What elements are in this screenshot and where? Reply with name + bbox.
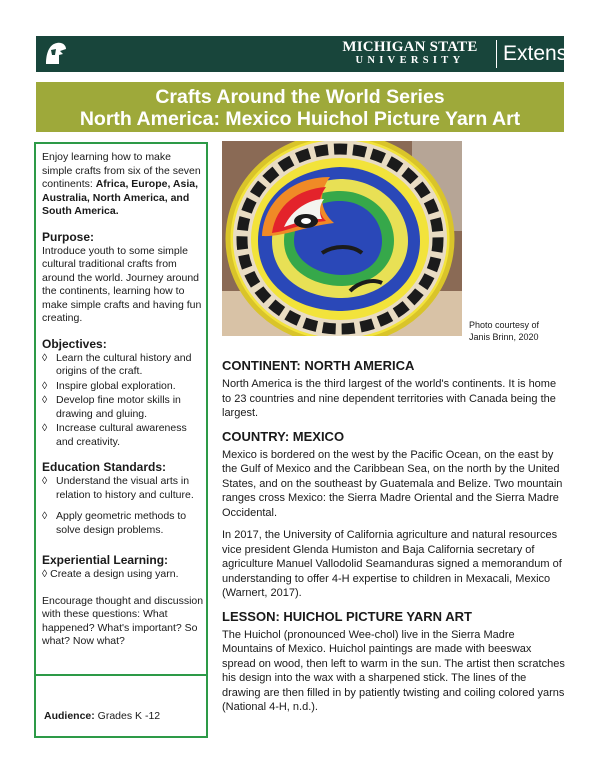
standard-text: Understand the visual arts in relation to history and culture.: [56, 475, 194, 501]
lesson-heading: LESSON: HUICHOL PICTURE YARN ART: [222, 608, 472, 624]
continent-text: North America is the third largest of the world's continents. It is home to 23 countries and nine dependent territories with Canada being the largest.: [222, 378, 557, 419]
experiential-item: ◊ Create a design using yarn.: [42, 568, 179, 580]
diamond-bullet-icon: ◊: [42, 351, 48, 364]
main-content: [222, 358, 566, 723]
experiential-heading: Experiential Learning:: [42, 553, 169, 567]
standards-list: [42, 475, 204, 537]
country-text: Mexico is bordered on the west by the Pacific Ocean, on the east by the Gulf of Mexico and the Caribbean Sea, on the north by the United States, and on the southeast by Guatemala and Belize. Two mountain ranges cross Mexico: the Sierra Madre Oriental and the Sierra Madre Occidental.: [222, 448, 563, 519]
objective-text: Learn the cultural history and origins of the craft.: [56, 351, 192, 377]
objective-text: Increase cultural awareness and creativity.: [56, 422, 187, 448]
msu-wordmark: [326, 39, 494, 67]
standard-text: Apply geometric methods to solve design problems.: [56, 510, 187, 536]
objectives-list: [42, 352, 204, 450]
extension-label: Extension: [503, 42, 596, 65]
history-text: In 2017, the University of California agriculture and natural resources vice president Glenda Humiston and Baja California secretary of agriculture Manuel Vallodolid Seamanduras signed a memorandum of understanding to offer 4-H expertise to children in Mexacali, Mexico (Warnert, 2017).: [222, 529, 562, 599]
list-item: [42, 352, 204, 379]
encourage-text: Encourage thought and discussion with these questions: What happened? What's important? So what? Now what?: [42, 594, 204, 647]
purpose-heading: Purpose:: [42, 229, 95, 244]
sidebar-panel: [34, 142, 208, 738]
purpose-text: Introduce youth to some simple cultural traditional crafts from around the world. Journey around the continents, learning how to make simple crafts and having fun creating.: [42, 244, 202, 324]
msu-wordmark-line2: UNIVERSITY: [355, 55, 465, 66]
sidebar-divider: [36, 674, 206, 676]
photo-credit-line1: Photo courtesy of: [469, 320, 540, 330]
msu-extension-header: [36, 36, 596, 72]
huichol-yarn-art-photo: [222, 141, 462, 336]
intro-text: Enjoy learning how to make simple crafts from six of the seven continents:: [42, 151, 201, 190]
standards-heading: Education Standards:: [42, 460, 167, 474]
photo-credit: [469, 319, 539, 343]
list-item: [42, 510, 204, 537]
title-banner: [36, 82, 564, 132]
audience-value: Grades K -12: [94, 710, 161, 722]
series-title: Crafts Around the World Series: [155, 86, 445, 108]
list-item: [42, 422, 204, 449]
audience-line: [44, 710, 160, 722]
country-heading: COUNTRY: MEXICO: [222, 428, 345, 444]
msu-wordmark-line1: MICHIGAN STATE: [342, 39, 478, 55]
photo-credit-line2: Janis Brinn, 2020: [469, 332, 539, 342]
audience-label: Audience:: [44, 710, 95, 722]
diamond-bullet-icon: ◊: [42, 379, 48, 392]
objective-text: Inspire global exploration.: [56, 379, 176, 392]
diamond-bullet-icon: ◊: [42, 422, 48, 434]
diamond-bullet-icon: ◊: [42, 475, 48, 487]
continents-list: Africa, Europe, Asia, Australia, North America, and South America.: [42, 178, 199, 217]
yarn-art-image: [222, 141, 462, 336]
header-divider: [496, 40, 497, 68]
list-item: [42, 394, 204, 421]
diamond-bullet-icon: ◊: [42, 394, 48, 406]
objective-text: Develop fine motor skills in drawing and gluing.: [56, 394, 181, 420]
craft-title: North America: Mexico Huichol Picture Yarn Art: [79, 108, 521, 130]
objectives-heading: Objectives:: [42, 336, 107, 351]
lesson-text: The Huichol (pronounced Wee-chol) live in the Sierra Madre Mountains of Mexico. Huichol paintings are made with beeswax spread on wood, then left to warm in the sun. The artist then scratches his design into the wax with a sharpened stick. The lines of the drawing are then filled in by patiently twisting and coiling colored yarns (National 4-H, n.d.).: [222, 628, 565, 713]
diamond-bullet-icon: ◊: [42, 510, 48, 522]
spartan-helmet-icon: [42, 40, 68, 68]
continent-heading: CONTINENT: NORTH AMERICA: [222, 358, 415, 373]
list-item: [42, 475, 204, 502]
sidebar-content: [42, 151, 204, 649]
intro-paragraph: [42, 151, 204, 219]
list-item: [42, 380, 204, 394]
